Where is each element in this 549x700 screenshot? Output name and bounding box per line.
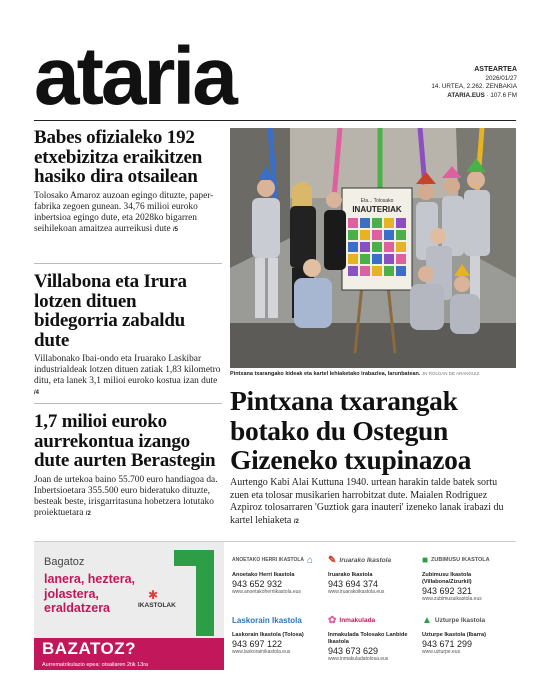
main-photo[interactable] [230, 128, 516, 368]
page-ref: /5 [173, 226, 179, 233]
school-web[interactable]: www.zubimusuikastola.eus [422, 596, 482, 602]
main-lede: Aurtengo Kabi Alai Kuttuna 1940. urtean harakin talde batek sortu zuen eta tolosar musikarien harrobitzat dute. Maialen Rodriguez Azpiroz tolosarraren 'Guztiok gara inauteri' izeneko lanak irabazi du kartel lehiaketa /2 [230, 477, 504, 526]
school-logo: ANOETAKO HERRI IKASTOLA ⌂ [232, 554, 314, 566]
ad-lines: lanera, heztera, jolastera, eraldatzera [44, 572, 136, 615]
story[interactable] [34, 264, 222, 404]
edition-issue: 14. URTEA, 2.262. ZENBAKIA [431, 83, 517, 91]
school-mark-icon: ▲ [422, 614, 432, 626]
ad-deadline: Aurrematrikulazio epea: otsailaren 2tik 13ra [34, 660, 224, 670]
ataria-logo [34, 44, 284, 112]
photo-caption: Pintxana txarangako kideak eta kartel lehiaketako irabazlea, larunbatean. JN ROLDAN DE ARANGUIZ [230, 371, 480, 377]
school-name: Laskorain Ikastola (Tolosa) [232, 632, 304, 638]
page-ref: /4 [34, 390, 40, 396]
school-logo: ✎ Iruarako Ikastola [328, 554, 392, 566]
main-headline[interactable]: Pintxana txarangak botako du Ostegun Gizeneko txupinazoa [230, 385, 472, 475]
ad-cta[interactable]: BAZATOZ? [34, 638, 224, 660]
school-name: Zubimusu Ikastola (Villabona/Zizurkil) [422, 572, 472, 585]
ad-promo [34, 542, 224, 670]
story[interactable] [34, 124, 222, 264]
school-logo: ✿ Inmakulada [328, 614, 376, 626]
ad-green-shape [174, 550, 214, 636]
school-phone: 943 671 299 [422, 639, 473, 649]
school-phone: 943 694 374 [328, 579, 379, 589]
edition-info [431, 66, 517, 100]
page-ref: /2 [85, 510, 91, 517]
school-phone: 943 673 629 [328, 646, 379, 656]
school-logo: ■ ZUBIMUSU IKASTOLA [422, 554, 490, 566]
story-lede: Joan de urtekoa baino 55.700 euro handiagoa da. Inbertsioetara 355.500 euro bideratuko dituzte, besteak beste, irisgarritasuna hobetzera lotutako proiektuetara /2 [34, 474, 218, 518]
school-web[interactable]: www.iruarakoikastola.eus [328, 589, 385, 595]
ikastolak-star-icon: ✱ [148, 588, 159, 602]
school-web[interactable]: www.laskorainikastola.eus [232, 649, 291, 655]
svg-text:INAUTERIAK: INAUTERIAK [352, 205, 402, 214]
edition-day: ASTEARTEA [474, 66, 517, 73]
ad-invite: Bagatoz [44, 556, 85, 568]
school-zubimusu[interactable] [422, 550, 517, 612]
ikastolak-ad[interactable] [34, 541, 516, 669]
school-web[interactable]: www.inmakuladatolosa.eus [328, 656, 389, 662]
photo-credit: JN ROLDAN DE ARANGUIZ [421, 371, 480, 376]
school-logo: Laskorain Ikastola [232, 615, 302, 625]
school-mark-icon: ✎ [328, 554, 337, 566]
story[interactable] [34, 404, 222, 520]
svg-text:ataria: ataria [34, 44, 235, 112]
top-rule [34, 120, 516, 121]
school-inmakulada[interactable] [328, 610, 423, 672]
school-uzturpe[interactable] [422, 610, 517, 672]
school-laskorain[interactable] [232, 610, 327, 672]
masthead [0, 0, 549, 120]
edition-date: 2026/01/27 [485, 74, 517, 82]
story-lede: Villabonako Ibai-ondo eta Iruarako Laskibar industrialdeak lotzen dituen zatiak 1,83 kilometro ditu, eta lanek 3,1 milioi euroko kostua izan dute /4 [34, 354, 221, 396]
edition-web: ATARIA.EUS · 107.6 FM [447, 91, 517, 99]
ad-schools [230, 542, 516, 670]
school-phone: 943 652 932 [232, 579, 283, 589]
story-headline[interactable]: Babes ofizialeko 192 etxebizitza eraikitzen hasiko dira otsailean [34, 127, 203, 187]
page-ref: /2 [293, 518, 299, 525]
school-mark-icon: ✿ [328, 614, 337, 626]
school-name: Anoetako Herri Ikastola [232, 572, 295, 578]
school-anoeta[interactable] [232, 550, 327, 612]
school-phone: 943 692 321 [422, 586, 473, 596]
photo-illustration [230, 128, 516, 368]
story-lede: Tolosako Amaroz auzoan egingo dituzte, paper-fabrika zegoen gunean. 34,76 milioi euroko inbertsioa egingo dute, eta 2028ko bigarren seihilekoan amaitzea aurreikusi dute /5 [34, 190, 214, 234]
story-headline[interactable]: Villabona eta Irura lotzen dituen bidegorria zabaldu dute [34, 271, 187, 351]
school-phone: 943 697 122 [232, 639, 283, 649]
school-web[interactable]: www.anoetakoherriikastola.eus [232, 589, 301, 595]
ad-brand: IKASTOLAK [138, 602, 176, 609]
school-name: Iruarako Ikastola [328, 572, 373, 578]
school-iruara[interactable] [328, 550, 423, 612]
school-logo: ▲ Uzturpe Ikastola [422, 614, 486, 626]
house-icon: ⌂ [307, 554, 314, 566]
svg-text:Eta... Tolosako: Eta... Tolosako [360, 198, 394, 204]
school-name: Uzturpe Ikastola (Ibarra) [422, 632, 487, 638]
school-name: Inmakulada Tolosako Lanbide Ikastola [328, 632, 408, 645]
left-column [34, 124, 222, 520]
story-headline[interactable]: 1,7 milioi euroko aurrekontua izango dute aurten Berastegin [34, 411, 216, 471]
school-web[interactable]: www.uzturpe.eus [422, 649, 461, 655]
school-mark-icon: ■ [422, 554, 429, 566]
